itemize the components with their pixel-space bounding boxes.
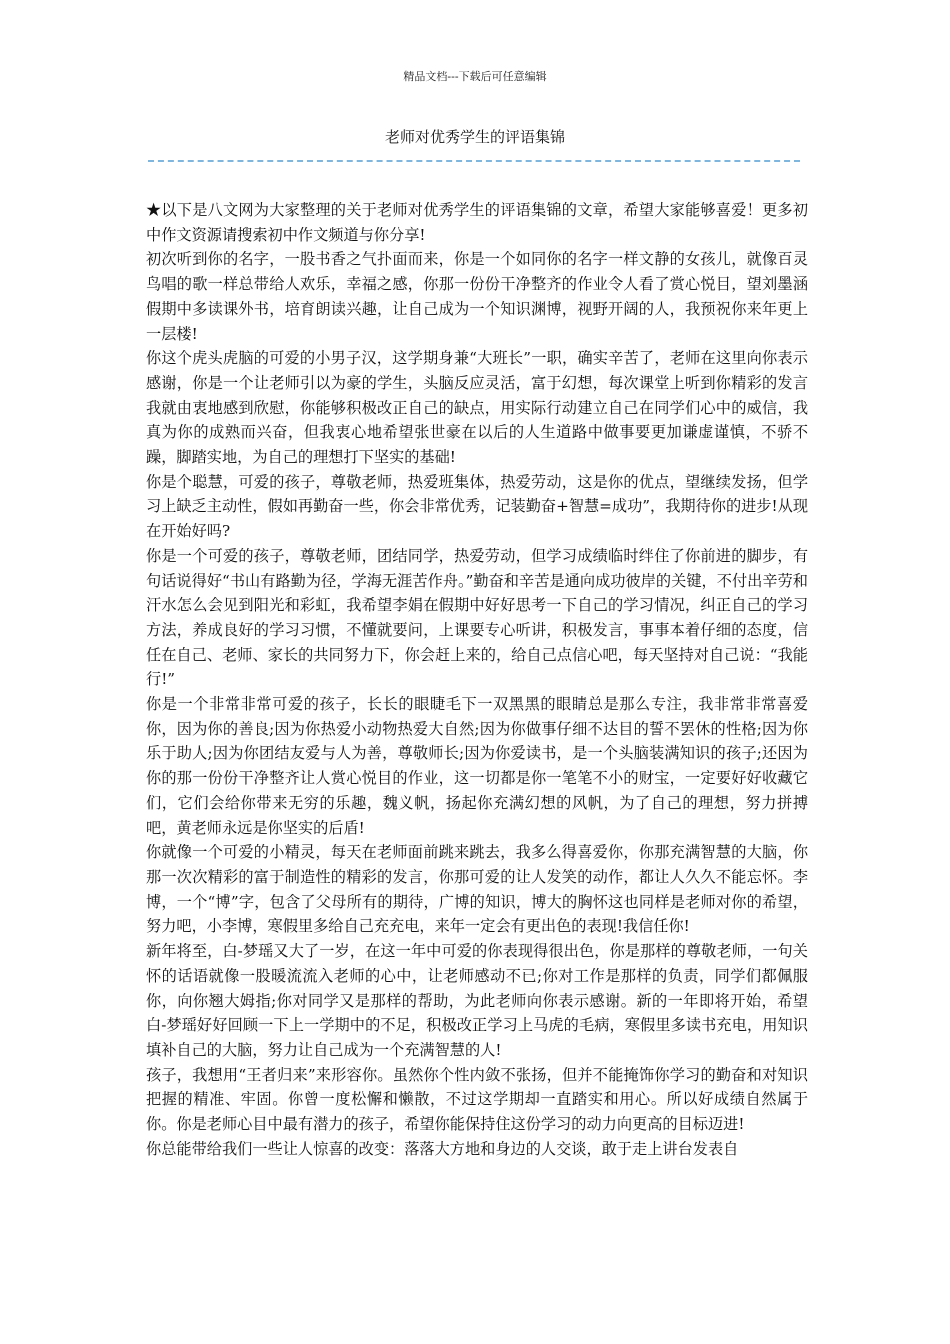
document-title: 老师对优秀学生的评语集锦 <box>384 128 565 146</box>
header-note: 精品文档---下载后可任意编辑 <box>403 70 547 83</box>
paragraph: 你是一个可爱的孩子，尊敬老师，团结同学，热爱劳动，但学习成绩临时绊住了你前进的脚步，有句话说得好“书山有路勤为径，学海无涯苦作舟。”勤奋和辛苦是通向成功彼岸的关键，不付出辛劳和汗水怎么会见到阳光和彩虹，我希望李娟在假期中好好思考一下自己的学习情况，纠正自己的学习方法，养成良好的学习习惯，不懂就要问，上课要专心听讲，积极发言，事事本着仔细的态度，信任在自己、老师、家长的共同努力下，你会赶上来的，给自己点信心吧，每天坚持对自己说：“我能行!” <box>146 546 808 689</box>
paragraph: 孩子，我想用“王者归来”来形容你。虽然你个性内敛不张扬，但并不能掩饰你学习的勤奋和对知识把握的精准、牢固。你曾一度松懈和懒散，不过这学期却一直踏实和用心。所以好成绩自然属于你。你是老师心目中最有潜力的孩子，希望你能保持住这份学习的动力向更高的目标迈进! <box>146 1065 808 1134</box>
paragraph: 初次听到你的名字，一股书香之气扑面而来，你是一个如同你的名字一样文静的女孩儿，就像百灵鸟唱的歌一样总带给人欢乐，幸福之感，你那一份份干净整齐的作业令人看了赏心悦目，望刘墨涵假期中多读课外书，培育朗读兴趣，让自己成为一个知识渊博，视野开阔的人，我预祝你来年更上一层楼! <box>146 250 808 343</box>
paragraph: 你这个虎头虎脑的可爱的小男子汉，这学期身兼“大班长”一职，确实辛苦了，老师在这里向你表示感谢，你是一个让老师引以为豪的学生，头脑反应灵活，富于幻想，每次课堂上听到你精彩的发言我就由衷地感到欣慰，你能够积极改正自己的缺点，用实际行动建立自己在同学们心中的威信，我真为你的成熟而兴奋，但我衷心地希望张世豪在以后的人生道路中做事要更加谦虚谨慎，不骄不躁，脚踏实地，为自己的理想打下坚实的基础! <box>146 349 808 467</box>
paragraph: 你是个聪慧，可爱的孩子，尊敬老师，热爱班集体，热爱劳动，这是你的优点，望继续发扬，但学习上缺乏主动性，假如再勤奋一些，你会非常优秀，记装勤奋+智慧=成功”，我期待你的进步!从现在开始好吗? <box>146 472 809 541</box>
document-body <box>146 198 808 1161</box>
paragraph: 你是一个非常非常可爱的孩子，长长的眼睫毛下一双黑黑的眼睛总是那么专注，我非常非常喜爱你，因为你的善良;因为你热爱小动物热爱大自然;因为你做事仔细不达目的誓不罢休的性格;因为你乐于助人;因为你团结友爱与人为善，尊敬师长;因为你爱读书，是一个头脑装满知识的孩子;还因为你的那一份份干净整齐让人赏心悦目的作业，这一切都是你一笔笔不小的财宝，一定要好好收藏它们，它们会给你带来无穷的乐趣，魏义帆，扬起你充满幻想的风帆，为了自己的理想，努力拼搏吧，黄老师永远是你坚实的后盾! <box>146 695 808 837</box>
title-divider <box>148 160 800 162</box>
paragraph: 新年将至，白-梦瑶又大了一岁，在这一年中可爱的你表现得很出色，你是那样的尊敬老师，一句关怀的话语就像一股暖流流入老师的心中，让老师感动不已;你对工作是那样的负责，同学们都佩服你，向你翘大姆指;你对同学又是那样的帮助，为此老师向你表示感谢。新的一年即将开始，希望白-梦瑶好好回顾一下上一学期中的不足，积极改正学习上马虎的毛病，寒假里多读书充电，用知识填补自己的大脑，努力让自己成为一个充满智慧的人! <box>146 942 808 1059</box>
paragraph: ★以下是八文网为大家整理的关于老师对优秀学生的评语集锦的文章，希望大家能够喜爱！更多初中作文资源请搜索初中作文频道与你分享! <box>146 201 808 244</box>
paragraph: 你就像一个可爱的小精灵，每天在老师面前跳来跳去，我多么得喜爱你，你那充满智慧的大脑，你那一次次精彩的富于制造性的精彩的发言，你那可爱的让人发笑的动作，都让人久久不能忘怀。李博，一个“博”字，包含了父母所有的期待，广博的知识，博大的胸怀这也同样是老师对你的希望，努力吧，小李博，寒假里多给自己充充电，来年一定会有更出色的表现!我信任你! <box>146 843 808 936</box>
paragraph: 你总能带给我们一些让人惊喜的改变：落落大方地和身边的人交谈，敢于走上讲台发表自 <box>146 1139 739 1158</box>
